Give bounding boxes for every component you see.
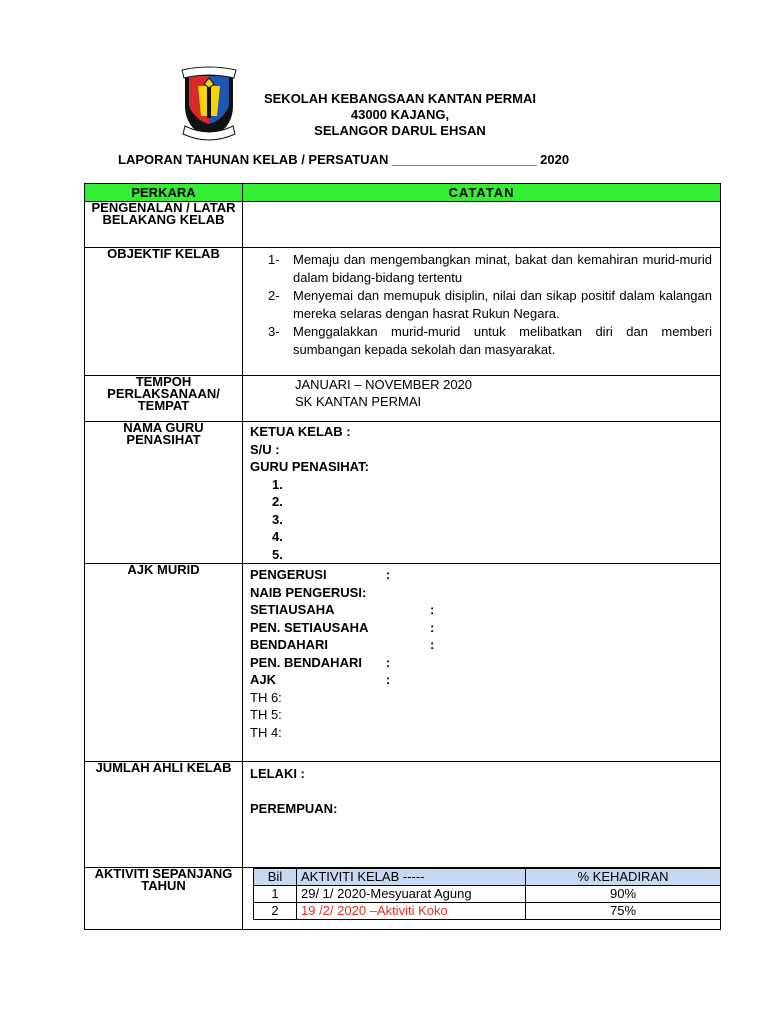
school-postcode-city: 43000 KAJANG, xyxy=(350,107,450,122)
su-line: S/U : xyxy=(250,441,280,457)
intro-label: PENGENALAN / LATAR BELAKANG KELAB xyxy=(85,202,243,248)
report-title: LAPORAN TAHUNAN KELAB / PERSATUAN ____________________ 2020 xyxy=(118,152,570,167)
ajk-role-row: SETIAUSAHA : xyxy=(250,602,435,617)
activities-table xyxy=(253,868,721,920)
ajk-role-row: AJK : xyxy=(250,672,391,687)
row-objective xyxy=(85,248,721,376)
school-name: SEKOLAH KEBANGSAAN KANTAN PERMAI xyxy=(263,91,537,106)
row-advisor xyxy=(85,422,721,564)
ajk-year-line: TH 5: xyxy=(250,707,282,722)
period-dates: JANUARI – NOVEMBER 2020 xyxy=(295,377,473,392)
school-crest-logo xyxy=(181,66,237,144)
ajk-value xyxy=(243,564,721,762)
advisor-number: 5. xyxy=(272,546,283,562)
row-members xyxy=(85,762,721,868)
table-header-row xyxy=(85,184,721,202)
school-header xyxy=(235,91,565,139)
ajk-year-line: TH 4: xyxy=(250,724,282,740)
ajk-role-row: PEN. BENDAHARI : xyxy=(250,654,391,670)
header-catatan: CATATAN xyxy=(243,184,721,202)
activity-attendance: 90% xyxy=(526,886,721,903)
activities-col-attendance: % KEHADIRAN xyxy=(526,869,721,886)
guru-penasihat-line: GURU PENASIHAT: xyxy=(250,459,369,474)
activity-bil: 2 xyxy=(254,903,297,920)
row-ajk xyxy=(85,564,721,762)
objective-label: OBJEKTIF KELAB xyxy=(85,248,243,376)
objective-list xyxy=(243,248,720,359)
ketua-kelab-line: KETUA KELAB : xyxy=(250,424,351,439)
period-label: TEMPOH PERLAKSANAAN/ TEMPAT xyxy=(85,376,243,422)
activities-col-bil: Bil xyxy=(254,869,297,886)
ajk-label: AJK MURID xyxy=(85,564,243,762)
header-perkara: PERKARA xyxy=(85,184,243,202)
ajk-role-row: PEN. SETIAUSAHA : xyxy=(250,619,435,635)
objective-item: 3- Menggalakkan murid-murid untuk melibatkan diri dan memberi sumbangan kepada sekolah dan masyarakat. xyxy=(268,324,712,357)
members-female-line: PEREMPUAN: xyxy=(250,800,338,816)
activity-bil: 1 xyxy=(254,886,297,903)
activities-label: AKTIVITI SEPANJANG TAHUN xyxy=(85,868,243,930)
members-value xyxy=(243,762,721,868)
intro-value[interactable] xyxy=(243,202,721,248)
advisor-number: 2. xyxy=(272,494,283,509)
activities-col-activity: AKTIVITI KELAB ----- xyxy=(297,869,526,886)
objective-item: 1- Memaju dan mengembangkan minat, bakat dan kemahiran murid-murid dalam bidang-bidang tertentu xyxy=(268,252,712,285)
advisor-number: 1. xyxy=(272,476,283,492)
row-activities xyxy=(85,868,721,930)
objective-value xyxy=(243,248,721,376)
ajk-role-row: NAIB PENGERUSI : xyxy=(250,584,367,600)
table-row xyxy=(254,886,721,903)
members-label: JUMLAH AHLI KELAB xyxy=(85,762,243,868)
activity-name: 29/ 1/ 2020-Mesyuarat Agung xyxy=(297,886,526,903)
row-period xyxy=(85,376,721,422)
ajk-role-row: PENGERUSI : xyxy=(250,567,391,582)
activities-header-row xyxy=(254,869,721,886)
advisor-number: 3. xyxy=(272,511,283,527)
activity-name: 19 /2/ 2020 –Aktiviti Koko xyxy=(297,903,526,920)
advisor-value xyxy=(243,422,721,564)
activity-attendance: 75% xyxy=(526,903,721,920)
members-male-line: LELAKI : xyxy=(250,766,305,781)
period-value xyxy=(243,376,721,422)
activities-value xyxy=(243,868,721,930)
report-table xyxy=(84,183,721,930)
table-row xyxy=(254,903,721,920)
objective-item: 2- Menyemai dan memupuk disiplin, nilai dan sikap positif dalam kalangan mereka selaras dengan hasrat Rukun Negara. xyxy=(268,288,712,321)
row-intro xyxy=(85,202,721,248)
advisor-number: 4. xyxy=(272,529,283,544)
ajk-role-row: BENDAHARI : xyxy=(250,637,435,652)
ajk-year-line: TH 6: xyxy=(250,689,282,705)
period-place: SK KANTAN PERMAI xyxy=(295,394,422,409)
advisor-label: NAMA GURU PENASIHAT xyxy=(85,422,243,564)
school-state: SELANGOR DARUL EHSAN xyxy=(314,123,486,138)
